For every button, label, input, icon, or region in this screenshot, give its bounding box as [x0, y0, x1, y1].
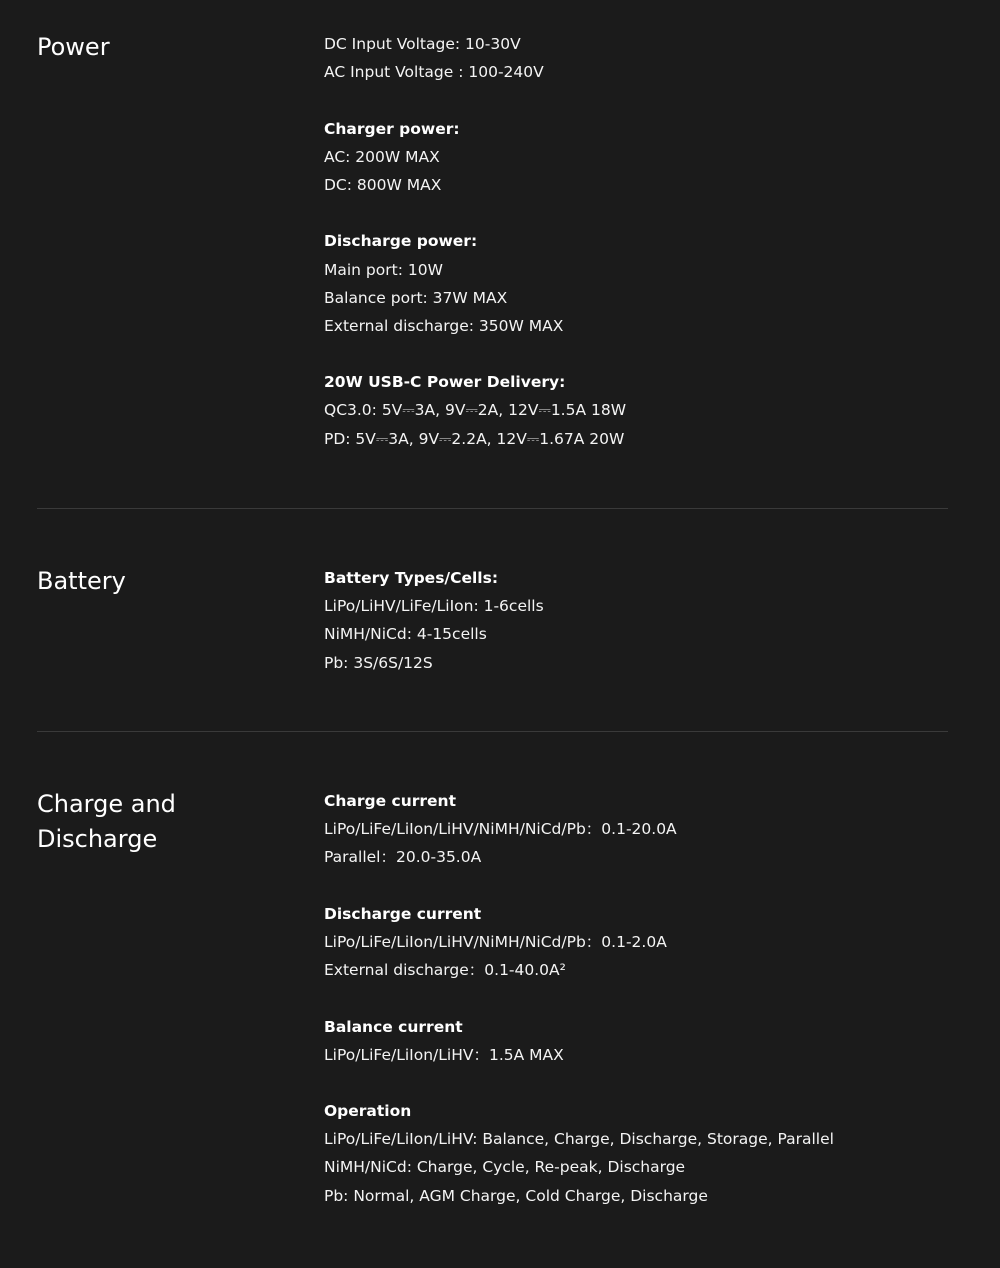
- spec-heading: Discharge current: [324, 904, 482, 923]
- charge-discharge-title: [37, 787, 297, 857]
- spec-line: AC: 200W MAX: [324, 147, 440, 166]
- spec-line: NiMH/NiCd: Charge, Cycle, Re-peak, Discharge: [324, 1158, 686, 1177]
- spec-line: Main port: 10W: [324, 260, 443, 279]
- spec-heading: Battery Types/Cells:: [324, 569, 499, 587]
- spec-line: NiMH/NiCd: 4-15cells: [324, 625, 487, 644]
- section-divider: [37, 731, 948, 732]
- spacer: [324, 199, 964, 227]
- spec-line: LiPo/LiFe/LiIon/LiHV/NiMH/NiCd/Pb：0.1-20.0A: [324, 820, 677, 839]
- charge-discharge-title-line2: Discharge: [37, 825, 158, 853]
- spec-heading: 20W USB-C Power Delivery:: [324, 373, 566, 392]
- spacer: [324, 86, 964, 114]
- power-spec-list: [324, 30, 964, 453]
- spec-heading: Discharge power:: [324, 232, 478, 251]
- spec-line: DC Input Voltage: 10-30V: [324, 35, 521, 53]
- spec-line: LiPo/LiFe/LiIon/LiHV/NiMH/NiCd/Pb：0.1-2.0A: [324, 932, 667, 951]
- charge-discharge-spec-list: [324, 787, 964, 1210]
- spec-heading: Balance current: [324, 1017, 463, 1036]
- spacer: [324, 1069, 964, 1097]
- spec-line: Pb: Normal, AGM Charge, Cold Charge, Discharge: [324, 1186, 708, 1205]
- spacer: [324, 984, 964, 1012]
- battery-spec-list: [324, 564, 964, 677]
- spec-line: External discharge: 350W MAX: [324, 316, 564, 335]
- spec-line: Pb: 3S/6S/12S: [324, 653, 433, 672]
- power-title: Power: [37, 33, 110, 61]
- spec-line: External discharge：0.1-40.0A²: [324, 961, 566, 980]
- spec-line: Balance port: 37W MAX: [324, 288, 508, 307]
- spec-line: PD: 5V⎓3A, 9V⎓2.2A, 12V⎓1.67A 20W: [324, 429, 625, 448]
- spec-line: QC3.0: 5V⎓3A, 9V⎓2A, 12V⎓1.5A 18W: [324, 401, 627, 420]
- battery-title: Battery: [37, 567, 126, 595]
- charge-discharge-title-line1: Charge and: [37, 790, 176, 818]
- spec-heading: Charge current: [324, 792, 456, 810]
- spec-line: LiPo/LiFe/LiIon/LiHV：1.5A MAX: [324, 1045, 564, 1064]
- spec-line: AC Input Voltage : 100-240V: [324, 63, 544, 82]
- section-divider: [37, 508, 948, 509]
- spec-heading: Charger power:: [324, 119, 460, 138]
- spacer: [324, 872, 964, 900]
- spacer: [324, 340, 964, 368]
- spec-heading: Operation: [324, 1102, 412, 1121]
- spec-line: Parallel：20.0-35.0A: [324, 848, 482, 867]
- spec-line: DC: 800W MAX: [324, 175, 442, 194]
- spec-line: LiPo/LiHV/LiFe/LiIon: 1-6cells: [324, 597, 544, 616]
- spec-line: LiPo/LiFe/LiIon/LiHV: Balance, Charge, Discharge, Storage, Parallel: [324, 1130, 834, 1149]
